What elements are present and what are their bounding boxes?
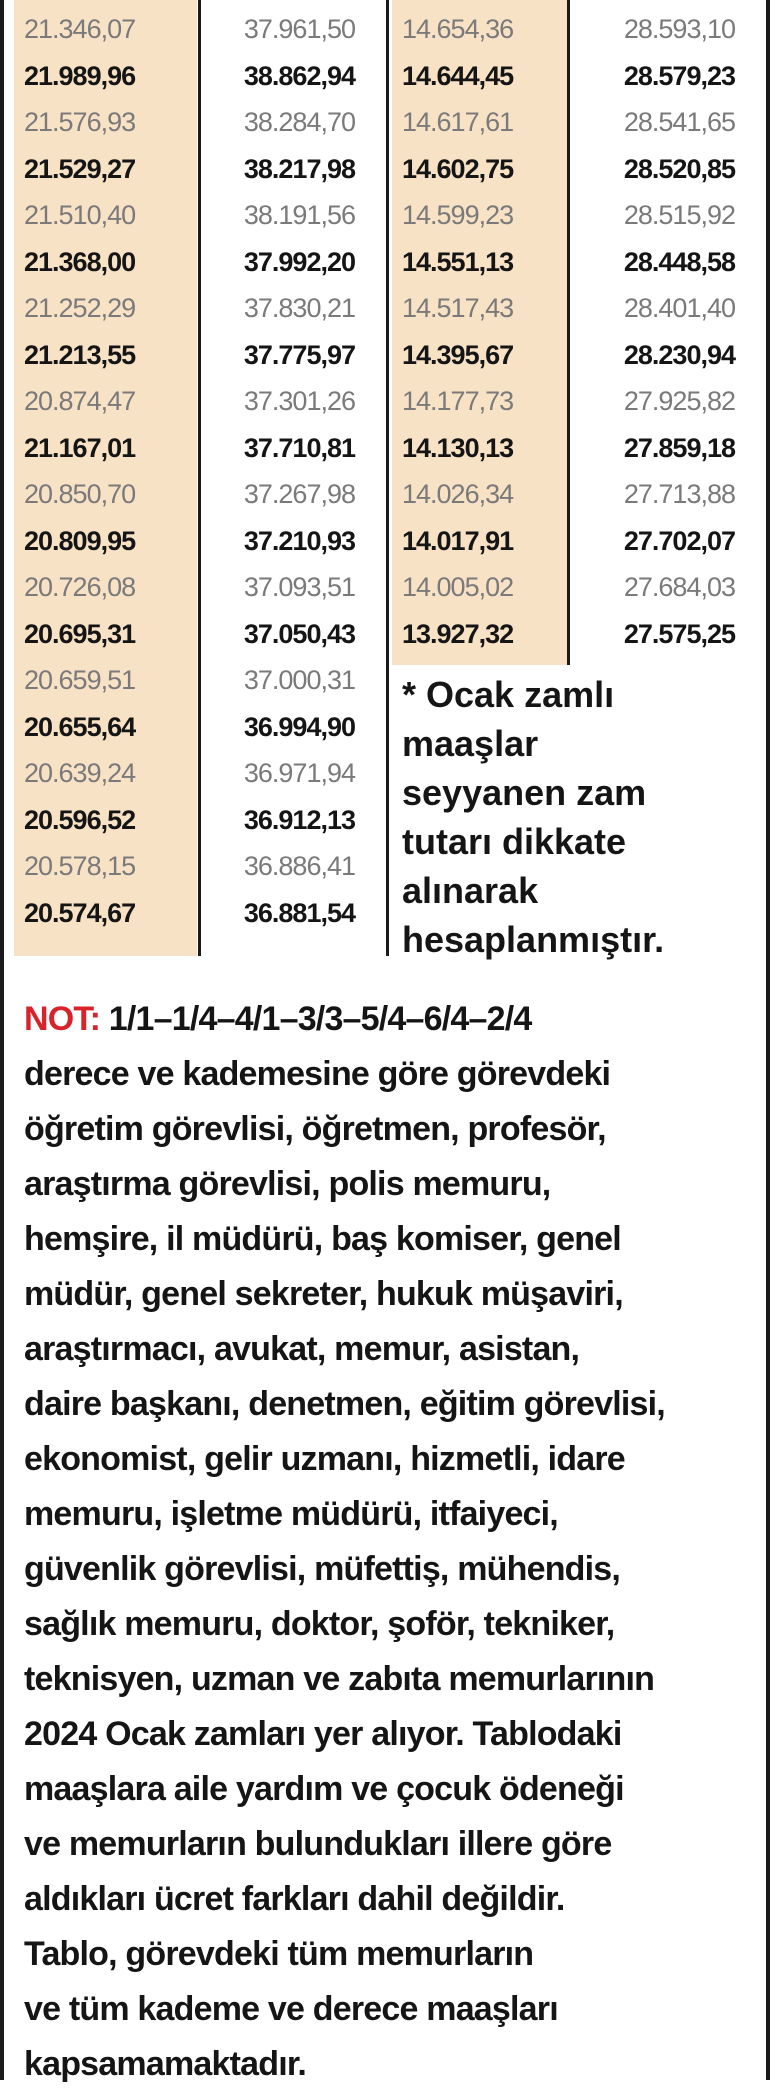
table-cell: 37.000,31 xyxy=(243,665,355,695)
table-row xyxy=(0,192,770,238)
note-line: ve memurların bulundukları illere göre xyxy=(24,1825,612,1863)
table-cell: 28.520,85 xyxy=(623,153,735,184)
table-cell: 14.617,61 xyxy=(402,107,514,137)
table-cell: 21.368,00 xyxy=(24,246,136,277)
note-line: 2024 Ocak zamları yer alıyor. Tablodaki xyxy=(24,1715,622,1753)
table-cell: 36.881,54 xyxy=(243,897,355,928)
note-first-line xyxy=(24,992,754,1047)
table-cell: 36.886,41 xyxy=(243,851,355,881)
table-cell: 20.874,47 xyxy=(24,386,136,416)
table-row xyxy=(0,425,770,471)
table-cell: 21.529,27 xyxy=(24,153,136,184)
table-cell: 20.655,64 xyxy=(24,711,136,742)
table-cell: 21.167,01 xyxy=(24,432,136,463)
table-row xyxy=(0,99,770,145)
note-line: Tablo, görevdeki tüm memurların xyxy=(24,1935,534,1973)
table-cell: 37.961,50 xyxy=(243,14,355,44)
table-cell: 20.574,67 xyxy=(24,897,136,928)
table-cell: 28.593,10 xyxy=(623,14,735,44)
table-cell: 20.809,95 xyxy=(24,525,136,556)
table-cell: 14.017,91 xyxy=(402,525,514,556)
footnote-line: tutarı dikkate xyxy=(402,821,627,862)
note-line: kapsamamaktadır. xyxy=(24,2045,307,2083)
footnote-line: hesaplanmıştır. xyxy=(402,919,665,960)
table-cell: 28.541,65 xyxy=(623,107,735,137)
table-row xyxy=(0,239,770,285)
table-cell: 37.830,21 xyxy=(243,293,355,323)
table-cell: 20.578,15 xyxy=(24,851,136,881)
table-cell: 28.579,23 xyxy=(623,60,735,91)
table-cell: 36.971,94 xyxy=(243,758,355,788)
table-cell: 14.599,23 xyxy=(402,200,514,230)
table-cell: 37.710,81 xyxy=(243,432,355,463)
note-line: hemşire, il müdürü, baş komiser, genel xyxy=(24,1220,621,1258)
table-cell: 14.177,73 xyxy=(402,386,514,416)
table-cell: 14.644,45 xyxy=(402,60,514,91)
note-line: araştırmacı, avukat, memur, asistan, xyxy=(24,1330,580,1368)
footnote-line: seyyanen zam xyxy=(402,772,647,813)
note-line: güvenlik görevlisi, müfettiş, mühendis, xyxy=(24,1550,621,1588)
table-cell: 20.850,70 xyxy=(24,479,136,509)
table-row xyxy=(0,6,770,52)
table-cell: 28.515,92 xyxy=(623,200,735,230)
table-cell: 37.210,93 xyxy=(243,525,355,556)
note-line: müdür, genel sekreter, hukuk müşaviri, xyxy=(24,1275,623,1313)
note-line: sağlık memuru, doktor, şoför, tekniker, xyxy=(24,1605,615,1643)
note-line: araştırma görevlisi, polis memuru, xyxy=(24,1165,551,1203)
table-cell: 14.602,75 xyxy=(402,153,514,184)
table-cell: 21.252,29 xyxy=(24,293,136,323)
footnote-line: * Ocak zamlı xyxy=(402,674,615,715)
note-line: öğretim görevlisi, öğretmen, profesör, xyxy=(24,1110,606,1148)
table-cell: 27.684,03 xyxy=(623,572,735,602)
table-cell: 14.005,02 xyxy=(402,572,514,602)
table-cell: 37.775,97 xyxy=(243,339,355,370)
table-cell: 38.191,56 xyxy=(243,200,355,230)
note-line: aldıkları ücret farkları dahil değildir. xyxy=(24,1880,565,1918)
table-row xyxy=(0,564,770,610)
table-cell: 28.448,58 xyxy=(623,246,735,277)
table-cell: 21.989,96 xyxy=(24,60,136,91)
table-cell: 28.401,40 xyxy=(623,293,735,323)
table-cell: 20.596,52 xyxy=(24,804,136,835)
table-cell: 38.217,98 xyxy=(243,153,355,184)
note-line: teknisyen, uzman ve zabıta memurlarının xyxy=(24,1660,655,1698)
table-cell: 21.346,07 xyxy=(24,14,136,44)
table-cell: 37.992,20 xyxy=(243,246,355,277)
footnote-line: maaşlar xyxy=(402,723,539,764)
table-cell: 38.862,94 xyxy=(243,60,355,91)
table-cell: 20.639,24 xyxy=(24,758,136,788)
table-row xyxy=(0,285,770,331)
table-cell: 37.050,43 xyxy=(243,618,355,649)
table-row xyxy=(0,332,770,378)
table-row xyxy=(0,378,770,424)
table-cell: 14.130,13 xyxy=(402,432,514,463)
table-row xyxy=(0,53,770,99)
note-label: NOT: xyxy=(24,1000,101,1038)
note-line: ekonomist, gelir uzmanı, hizmetli, idare xyxy=(24,1440,625,1478)
note-line: ve tüm kademe ve derece maaşları xyxy=(24,1990,558,2028)
note-paragraph xyxy=(24,992,754,2092)
table-cell: 13.927,32 xyxy=(402,618,514,649)
table-cell: 37.093,51 xyxy=(243,572,355,602)
table-cell: 20.726,08 xyxy=(24,572,136,602)
table-cell: 21.510,40 xyxy=(24,200,136,230)
table-cell: 27.925,82 xyxy=(623,386,735,416)
table-cell: 21.576,93 xyxy=(24,107,136,137)
table-row xyxy=(0,146,770,192)
footnote-line: alınarak xyxy=(402,870,539,911)
note-line: daire başkanı, denetmen, eğitim görevlisi, xyxy=(24,1385,665,1423)
table-cell: 20.695,31 xyxy=(24,618,136,649)
table-cell: 14.517,43 xyxy=(402,293,514,323)
table-cell: 27.575,25 xyxy=(623,618,735,649)
table-cell: 14.654,36 xyxy=(402,14,514,44)
table-cell: 20.659,51 xyxy=(24,665,136,695)
table-cell: 37.267,98 xyxy=(243,479,355,509)
footnote xyxy=(402,670,752,964)
table-cell: 27.702,07 xyxy=(623,525,735,556)
table-row xyxy=(0,611,770,657)
table-cell: 37.301,26 xyxy=(243,386,355,416)
note-line: memuru, işletme müdürü, itfaiyeci, xyxy=(24,1495,558,1533)
table-row xyxy=(0,518,770,564)
table-cell: 36.994,90 xyxy=(243,711,355,742)
table-cell: 14.551,13 xyxy=(402,246,514,277)
table-cell: 38.284,70 xyxy=(243,107,355,137)
table-cell: 14.026,34 xyxy=(402,479,514,509)
table-cell: 27.859,18 xyxy=(623,432,735,463)
table-row xyxy=(0,471,770,517)
table-cell: 28.230,94 xyxy=(623,339,735,370)
note-first-line-text: 1/1–1/4–4/1–3/3–5/4–6/4–2/4 xyxy=(100,1000,532,1038)
table-cell: 27.713,88 xyxy=(623,479,735,509)
table-cell: 21.213,55 xyxy=(24,339,136,370)
note-line: maaşlara aile yardım ve çocuk ödeneği xyxy=(24,1770,624,1808)
table-cell: 36.912,13 xyxy=(243,804,355,835)
note-line: derece ve kademesine göre görevdeki xyxy=(24,1055,611,1093)
table-cell: 14.395,67 xyxy=(402,339,514,370)
